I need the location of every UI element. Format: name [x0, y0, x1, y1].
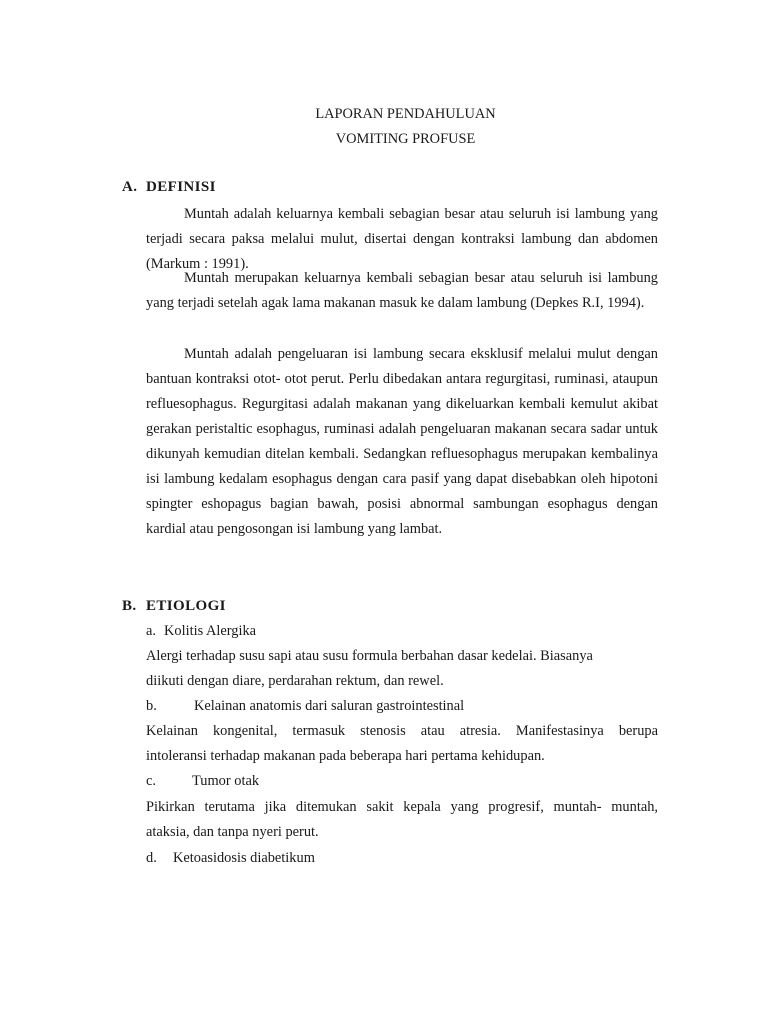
definisi-paragraph-2-text: Muntah merupakan keluarnya kembali sebagian besar atau seluruh isi lambung yang terjadi setelah agak lama makanan masuk ke dalam lambung (Depkes R.I, 1994).: [146, 270, 658, 311]
etiologi-item-c-label: Tumor otak: [192, 773, 260, 789]
etiologi-item-c-desc-1: Pikirkan terutama jika ditemukan sakit kepala yang progresif, muntah- muntah,: [146, 799, 658, 815]
section-a-heading: [122, 179, 216, 196]
etiologi-item-d-label: Ketoasidosis diabetikum: [173, 850, 315, 866]
etiologi-item-c-desc-2: ataksia, dan tanpa nyeri perut.: [146, 824, 319, 840]
section-b-number: B.: [122, 598, 137, 614]
definisi-paragraph-2: [146, 266, 658, 316]
etiologi-item-c: [146, 773, 156, 790]
definisi-paragraph-1-text: Muntah adalah keluarnya kembali sebagian besar atau seluruh isi lambung yang terjadi secara paksa melalui mulut, disertai dengan kontraksi lambung dan abdomen (Markum : 1991).: [146, 206, 658, 272]
section-a-title: DEFINISI: [146, 179, 216, 195]
definisi-paragraph-3-text: Muntah adalah pengeluaran isi lambung secara eksklusif melalui mulut dengan bantuan kontraksi otot- otot perut. Perlu dibedakan antara regurgitasi, ruminasi, ataupun refluesophagus. Regurgitasi adalah makanan yang dikeluarkan kembali kemulut akibat gerakan peristaltic esophagus, ruminasi adalah pengeluaran makanan secara sadar untuk dikunyah kemudian ditelan kembali. Sedangkan refluesophagus merupakan kembalinya isi lambung kedalam esophagus dengan cara pasif yang dapat disebabkan oleh hipotoni spingter eshopagus bagian bawah, posisi abnormal sambungan esophagus dengan kardial atau pengosongan isi lambung yang lambat.: [146, 346, 658, 537]
etiologi-item-a: [146, 623, 256, 640]
etiologi-item-d: [146, 850, 157, 867]
etiologi-item-b-label: Kelainan anatomis dari saluran gastrointestinal: [194, 698, 465, 714]
definisi-paragraph-3: [146, 342, 658, 542]
section-b-heading: [122, 598, 226, 615]
etiologi-item-b: [146, 698, 157, 715]
document-subtitle: VOMITING PROFUSE: [335, 131, 476, 147]
document-title: LAPORAN PENDAHULUAN: [315, 106, 496, 122]
etiologi-item-a-desc-2: diikuti dengan diare, perdarahan rektum, dan rewel.: [146, 673, 444, 689]
etiologi-item-a-label: Kolitis Alergika: [164, 623, 257, 639]
etiologi-item-b-marker: b.: [146, 698, 157, 714]
etiologi-item-c-marker: c.: [146, 773, 156, 789]
etiologi-item-b-desc-1: Kelainan kongenital, termasuk stenosis atau atresia. Manifestasinya berupa: [146, 723, 658, 739]
section-b-title: ETIOLOGI: [146, 598, 226, 614]
etiologi-item-a-desc-1: Alergi terhadap susu sapi atau susu formula berbahan dasar kedelai. Biasanya: [146, 648, 593, 664]
etiologi-item-d-marker: d.: [146, 850, 157, 866]
etiologi-item-a-marker: a.: [146, 623, 156, 639]
etiologi-item-b-desc-2: intoleransi terhadap makanan pada beberapa hari pertama kehidupan.: [146, 748, 545, 764]
section-a-number: A.: [122, 179, 138, 195]
